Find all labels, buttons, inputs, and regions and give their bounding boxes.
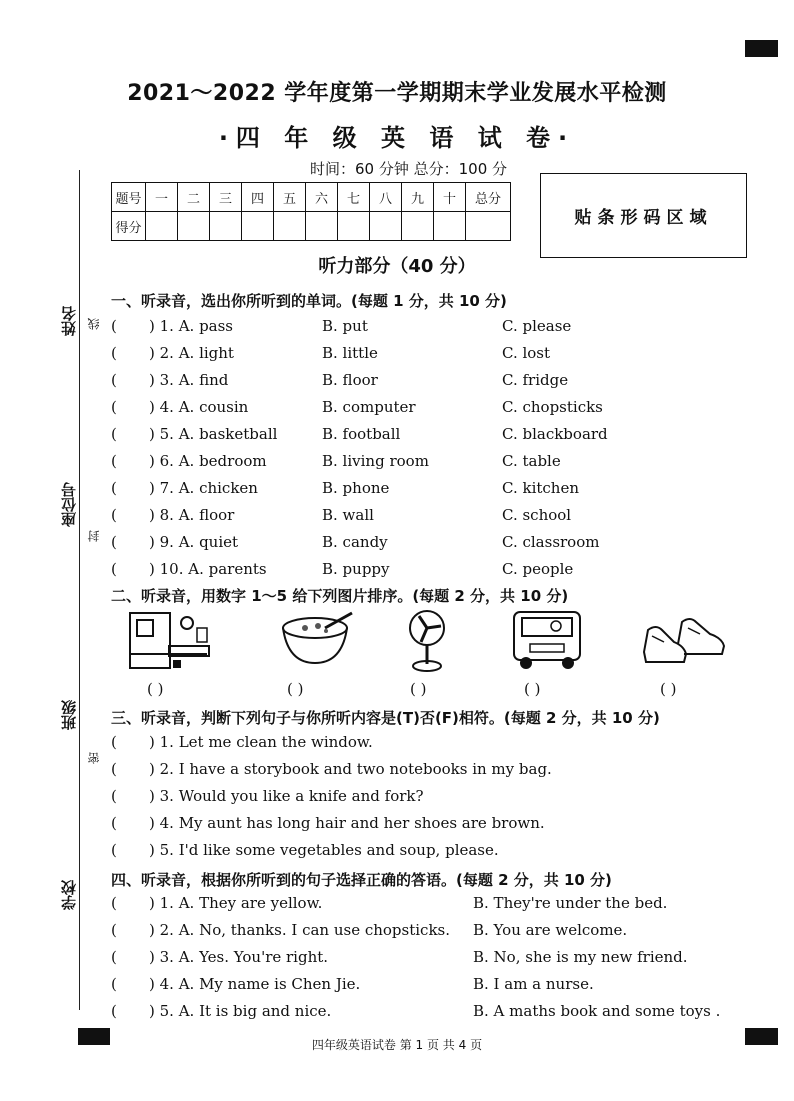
order-blank-5[interactable]: ( ) xyxy=(660,680,677,698)
seal-line-label: 封 xyxy=(87,530,101,542)
answer-paren[interactable]: ( xyxy=(111,841,117,859)
answer-paren[interactable]: ( xyxy=(111,733,117,751)
option-b: B. wall xyxy=(322,506,374,524)
question-row xyxy=(111,814,751,840)
registration-mark-top-right xyxy=(745,40,778,57)
option-b: B. floor xyxy=(322,371,378,389)
option-a: ) 1. A. pass xyxy=(149,317,234,335)
question-row xyxy=(111,787,751,813)
page-footer: 四年级英语试卷 第 1 页 共 4 页 xyxy=(311,1038,483,1052)
question-row xyxy=(111,317,751,343)
bathroom-picture xyxy=(125,608,215,670)
question-row xyxy=(111,560,751,586)
score-blank[interactable] xyxy=(178,212,210,241)
listening-part-title: 听力部分（40 分） xyxy=(318,256,476,277)
statement: ) 4. My aunt has long hair and her shoes are brown. xyxy=(149,814,545,832)
answer-paren[interactable]: ( xyxy=(111,452,117,470)
option-a: ) 4. A. cousin xyxy=(149,398,249,416)
statement: ) 3. Would you like a knife and fork? xyxy=(149,787,424,805)
answer-paren[interactable]: ( xyxy=(111,479,117,497)
answer-paren[interactable]: ( xyxy=(111,760,117,778)
answer-paren[interactable]: ( xyxy=(111,560,117,578)
answer-paren[interactable]: ( xyxy=(111,506,117,524)
score-cell: 七 xyxy=(338,183,370,212)
option-b: B. candy xyxy=(322,533,388,551)
option-a: ) 2. A. No, thanks. I can use chopsticks. xyxy=(149,921,451,939)
option-a: ) 4. A. My name is Chen Jie. xyxy=(149,975,361,993)
score-cell: 十 xyxy=(434,183,466,212)
option-b: B. puppy xyxy=(322,560,390,578)
order-blank-3[interactable]: ( ) xyxy=(410,680,427,698)
option-c: C. table xyxy=(502,452,561,470)
option-a: ) 1. A. They are yellow. xyxy=(149,894,323,912)
option-c: C. people xyxy=(502,560,574,578)
question-row xyxy=(111,506,751,532)
option-c: C. lost xyxy=(502,344,551,362)
option-a: ) 9. A. quiet xyxy=(149,533,239,551)
section3-title: 三、听录音，判断下列句子与你所听内容是(T)否(F)相符。(每题 2 分，共 10 分) xyxy=(111,709,660,727)
bus-picture xyxy=(510,608,584,672)
option-b: B. little xyxy=(322,344,378,362)
score-blank[interactable] xyxy=(402,212,434,241)
score-cell: 三 xyxy=(210,183,242,212)
answer-paren[interactable]: ( xyxy=(111,344,117,362)
option-c: C. blackboard xyxy=(502,425,608,443)
seat-label: 座位号 xyxy=(60,482,78,527)
answer-paren[interactable]: ( xyxy=(111,371,117,389)
answer-paren[interactable]: ( xyxy=(111,975,117,993)
score-blank[interactable] xyxy=(338,212,370,241)
option-b: B. living room xyxy=(322,452,429,470)
score-cell: 八 xyxy=(370,183,402,212)
exam-subtitle: ·四 年 级 英 语 试 卷· xyxy=(218,124,576,152)
question-row xyxy=(111,344,751,370)
option-b: B. They're under the bed. xyxy=(473,894,668,912)
score-blank[interactable] xyxy=(306,212,338,241)
question-row xyxy=(111,479,751,505)
fan-picture xyxy=(405,608,455,673)
score-blank[interactable] xyxy=(146,212,178,241)
option-c: C. please xyxy=(502,317,572,335)
shoes-picture xyxy=(640,608,730,668)
class-label: 班级 xyxy=(60,700,78,730)
option-c: C. kitchen xyxy=(502,479,579,497)
score-row-label: 得分 xyxy=(112,212,146,241)
seal-line-label: 线 xyxy=(87,318,101,330)
option-a: ) 3. A. find xyxy=(149,371,229,389)
time-info: 时间：60 分钟 总分：100 分 xyxy=(310,160,508,178)
option-a: ) 2. A. light xyxy=(149,344,234,362)
order-blank-4[interactable]: ( ) xyxy=(524,680,541,698)
order-blank-2[interactable]: ( ) xyxy=(287,680,304,698)
option-b: B. phone xyxy=(322,479,390,497)
score-blank[interactable] xyxy=(466,212,511,241)
question-row xyxy=(111,760,751,786)
option-b: B. I am a nurse. xyxy=(473,975,594,993)
option-b: B. computer xyxy=(322,398,416,416)
score-cell: 一 xyxy=(146,183,178,212)
option-a: ) 5. A. It is big and nice. xyxy=(149,1002,332,1020)
answer-paren[interactable]: ( xyxy=(111,398,117,416)
question-row xyxy=(111,733,751,759)
score-cell: 二 xyxy=(178,183,210,212)
question-row xyxy=(111,452,751,478)
barcode-area: 贴条形码区域 xyxy=(540,173,747,258)
answer-paren[interactable]: ( xyxy=(111,787,117,805)
answer-paren[interactable]: ( xyxy=(111,533,117,551)
option-b: B. football xyxy=(322,425,401,443)
exam-title: 2021～2022 学年度第一学期期末学业发展水平检测 xyxy=(127,81,667,106)
option-a: ) 3. A. Yes. You're right. xyxy=(149,948,329,966)
question-row xyxy=(111,425,751,451)
answer-paren[interactable]: ( xyxy=(111,814,117,832)
score-cell: 九 xyxy=(402,183,434,212)
score-blank[interactable] xyxy=(210,212,242,241)
soup-bowl-picture xyxy=(280,608,358,670)
option-a: ) 8. A. floor xyxy=(149,506,235,524)
score-table-score-row xyxy=(112,212,511,241)
school-label: 学校 xyxy=(60,880,78,910)
option-a: ) 6. A. bedroom xyxy=(149,452,267,470)
question-row xyxy=(111,975,751,1001)
section2-title: 二、听录音，用数字 1～5 给下列图片排序。(每题 2 分，共 10 分) xyxy=(111,587,569,605)
question-row xyxy=(111,1002,751,1028)
answer-paren[interactable]: ( xyxy=(111,894,117,912)
statement: ) 2. I have a storybook and two notebooks in my bag. xyxy=(149,760,552,778)
option-b: B. No, she is my new friend. xyxy=(473,948,688,966)
question-row xyxy=(111,398,751,424)
binding-line xyxy=(79,170,80,1010)
order-blank-1[interactable]: ( ) xyxy=(147,680,164,698)
score-cell: 五 xyxy=(274,183,306,212)
answer-paren[interactable]: ( xyxy=(111,948,117,966)
answer-paren[interactable]: ( xyxy=(111,921,117,939)
option-c: C. school xyxy=(502,506,572,524)
score-cell: 六 xyxy=(306,183,338,212)
score-blank[interactable] xyxy=(370,212,402,241)
section4-title: 四、听录音，根据你所听到的句子选择正确的答语。(每题 2 分，共 10 分) xyxy=(111,871,612,889)
score-blank[interactable] xyxy=(434,212,466,241)
score-cell: 总分 xyxy=(466,183,511,212)
score-cell: 四 xyxy=(242,183,274,212)
answer-paren[interactable]: ( xyxy=(111,317,117,335)
option-c: C. chopsticks xyxy=(502,398,603,416)
seal-line-label: 密 xyxy=(87,752,101,764)
option-a: ) 5. A. basketball xyxy=(149,425,278,443)
score-table-header-row xyxy=(112,183,511,212)
question-row xyxy=(111,894,751,920)
option-a: ) 7. A. chicken xyxy=(149,479,258,497)
score-blank[interactable] xyxy=(274,212,306,241)
question-row xyxy=(111,841,751,867)
score-cell: 题号 xyxy=(112,183,146,212)
score-blank[interactable] xyxy=(242,212,274,241)
option-b: B. put xyxy=(322,317,368,335)
question-row xyxy=(111,533,751,559)
option-c: C. fridge xyxy=(502,371,569,389)
statement: ) 5. I'd like some vegetables and soup, please. xyxy=(149,841,499,859)
option-c: C. classroom xyxy=(502,533,600,551)
answer-paren[interactable]: ( xyxy=(111,1002,117,1020)
name-label: 姓名 xyxy=(60,306,78,336)
statement: ) 1. Let me clean the window. xyxy=(149,733,373,751)
score-table xyxy=(111,182,511,241)
option-a: ) 10. A. parents xyxy=(149,560,267,578)
option-b: B. You are welcome. xyxy=(473,921,628,939)
question-row xyxy=(111,921,751,947)
answer-paren[interactable]: ( xyxy=(111,425,117,443)
question-row xyxy=(111,948,751,974)
question-row xyxy=(111,371,751,397)
section1-title: 一、听录音，选出你所听到的单词。(每题 1 分，共 10 分) xyxy=(111,292,507,310)
option-b: B. A maths book and some toys . xyxy=(473,1002,721,1020)
